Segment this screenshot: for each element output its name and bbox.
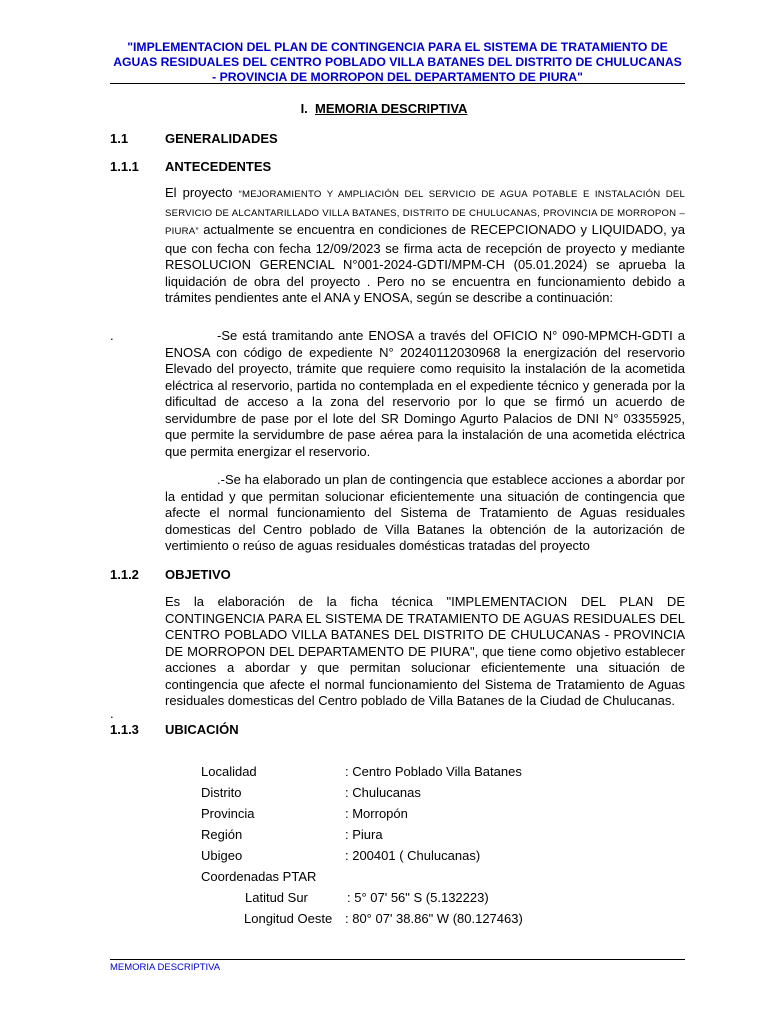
section-number: 1.1: [110, 131, 129, 146]
location-label: Provincia: [201, 806, 255, 821]
coordinate-value: : 5° 07' 56" S (5.132223): [347, 890, 489, 905]
document-header-title: "IMPLEMENTACION DEL PLAN DE CONTINGENCIA PARA EL SISTEMA DE TRATAMIENTO DE AGUAS RESIDUALES DEL CENTRO POBLADO VILLA BATANES DEL DISTRITO DE CHULUCANAS - PROVINCIA DE MORROPON DEL DEPARTAMENTO DE PIURA": [113, 40, 682, 84]
location-value: : Centro Poblado Villa Batanes: [345, 764, 522, 779]
antecedentes-item-2: [165, 472, 685, 555]
section-number: 1.1.2: [110, 567, 139, 582]
coordinate-label: Latitud Sur: [245, 890, 308, 905]
item-2-text: .-Se ha elaborado un plan de contingencia que establece acciones a abordar por la entidad y que permitan solucionar eficientemente una situación de contingencia que afecte el normal funcionamiento del Sistema de Tratamiento de Aguas residuales domesticas del Centro poblado de Villa Batanes la obtención de la autorización de vertimiento o reúso de aguas residuales domésticas tratadas del proyecto: [165, 472, 685, 553]
location-label: Ubigeo: [201, 848, 243, 863]
section-number: 1.1.3: [110, 722, 139, 737]
coordinates-label: Coordenadas PTAR: [201, 869, 317, 884]
location-value: : 200401 ( Chulucanas): [345, 848, 481, 863]
section-title: ANTECEDENTES: [165, 159, 272, 174]
coordinate-value: : 80° 07' 38.86" W (80.127463): [345, 911, 523, 926]
main-heading-number: I.: [300, 101, 308, 116]
section-title: UBICACIÓN: [165, 722, 239, 737]
page-footer: MEMORIA DESCRIPTIVA: [110, 962, 221, 973]
section-title: OBJETIVO: [165, 567, 231, 582]
section-title: GENERALIDADES: [165, 131, 278, 146]
coordinate-label: Longitud Oeste: [244, 911, 333, 926]
objetivo-paragraph: Es la elaboración de la ficha técnica "IMPLEMENTACION DEL PLAN DE CONTINGENCIA PARA EL SISTEMA DE TRATAMIENTO DE AGUAS RESIDUALES DEL CENTRO POBLADO VILLA BATANES DEL DISTRITO DE CHULUCANAS - PROVINCIA DE MORROPON DEL DEPARTAMENTO DE PIURA", que tiene como objetivo establecer acciones a abordar y que permitan solucionar eficientemente una situación de contingencia que afecte el normal funcionamiento del Sistema de Tratamiento de Aguas residuales domesticas del Centro poblado de Villa Batanes de la Ciudad de Chulucanas.: [165, 594, 685, 708]
location-label: Distrito: [201, 785, 242, 800]
project-name: “MEJORAMIENTO Y AMPLIACIÓN DEL SERVICIO DE AGUA POTABLE E INSTALACIÓN DEL SERVICIO DE ALCANTARILLADO VILLA BATANES, DISTRITO DE CHULUCANAS, PROVINCIA DE MORROPON – PIURA”: [165, 189, 685, 237]
item-1-text: -Se está tramitando ante ENOSA a través del OFICIO N° 090-MPMCH-GDTI a ENOSA con código de expediente N° 20240112030968 la energización del reservorio Elevado del proyecto, trámite que requiere como requisito la instalación de la acometida eléctrica al reservorio, partida no contemplada en el expediente técnico y generada por la dificultad de acceso a la zona del reservorio por lo que se firmó un acuerdo de servidumbre de pase por el lote del SR Domingo Agurto Palacios de DNI N° 03355925, que permite la servidumbre de pase aérea para la instalación de una acometida eléctrica que permita energizar el reservorio.: [165, 328, 685, 459]
antecedentes-item-1: [165, 328, 685, 460]
location-value: : Chulucanas: [345, 785, 421, 800]
location-value: : Morropón: [345, 806, 408, 821]
intro-rest: actualmente se encuentra en condiciones de RECEPCIONADO y LIQUIDADO, ya que con fecha con fecha 12/09/2023 se firma acta de recepción de proyecto y mediante RESOLUCION GERENCIAL N°001-2024-GDTI/MPM-CH (05.01.2024) se aprueba la liquidación de obra del proyecto . Pero no se encuentra en funcionamiento debido a trámites pendientes ante el ANA y ENOSA, según se describe a continuación:: [165, 222, 685, 305]
trailing-mark: .: [110, 706, 114, 721]
main-heading: [0, 101, 768, 116]
location-label: Localidad: [201, 764, 257, 779]
antecedentes-intro-paragraph: [165, 185, 685, 307]
section-number: 1.1.1: [110, 159, 139, 174]
footer-divider: [110, 959, 685, 960]
bullet-mark: .: [110, 328, 114, 343]
intro-lead: El proyecto: [165, 185, 239, 200]
header-divider: [110, 83, 685, 84]
location-label: Región: [201, 827, 243, 842]
main-heading-title: MEMORIA DESCRIPTIVA: [315, 101, 468, 116]
location-value: : Piura: [345, 827, 383, 842]
